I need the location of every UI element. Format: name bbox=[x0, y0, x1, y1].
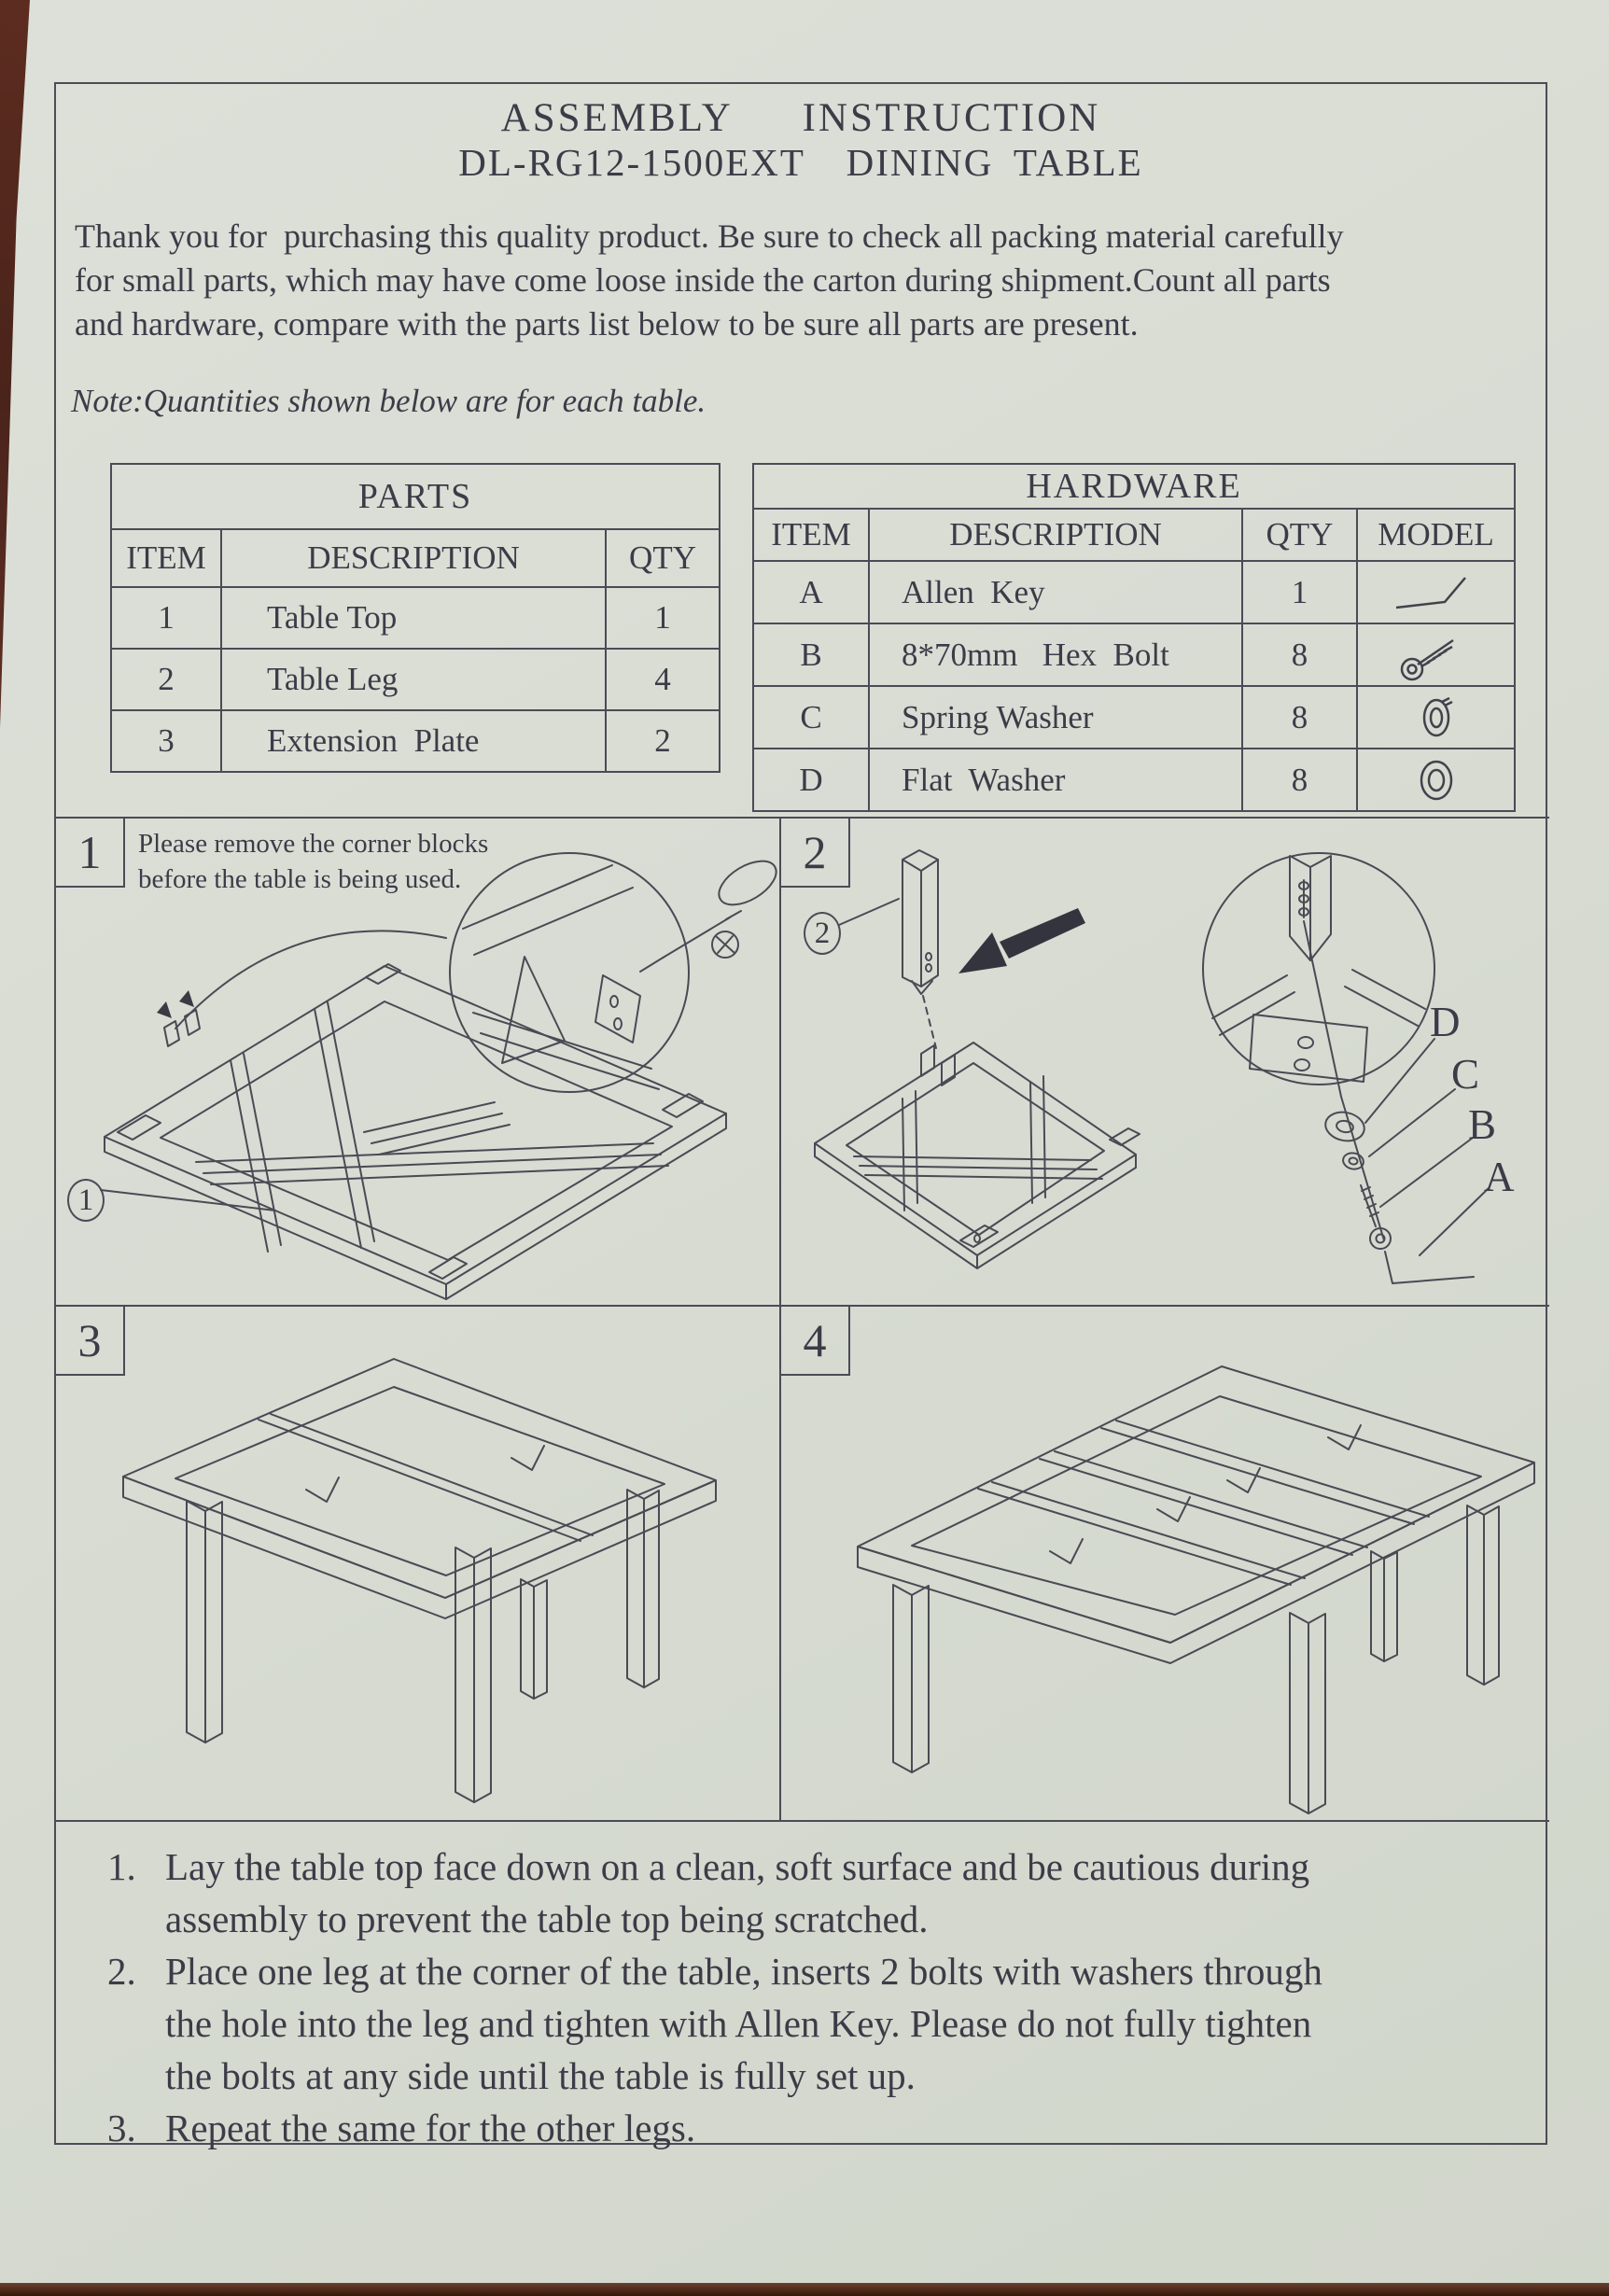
description-cell: Table Top bbox=[221, 587, 606, 649]
list-item-text: Place one leg at the corner of the table, inserts 2 bolts with washers through the hole into the leg and tighten with Allen Key. Please do not fully tighten the bolts at any side until the table is fully set up. bbox=[165, 1950, 1322, 2097]
table-row bbox=[111, 649, 720, 710]
hardware-label-b: B bbox=[1468, 1101, 1497, 1148]
column-header: QTY bbox=[606, 529, 720, 587]
item-cell: 2 bbox=[111, 649, 221, 710]
item-cell: C bbox=[753, 686, 869, 749]
table-row bbox=[753, 561, 1515, 623]
qty-cell: 4 bbox=[606, 649, 720, 710]
scan-edge-left bbox=[0, 0, 30, 728]
table-row bbox=[753, 686, 1515, 749]
model-cell bbox=[1357, 749, 1515, 811]
description-cell: Extension Plate bbox=[221, 710, 606, 772]
intro-line: for small parts, which may have come loose inside the carton during shipment.Count all parts bbox=[75, 261, 1331, 299]
step-2-panel bbox=[779, 817, 1549, 1305]
step-3-panel bbox=[56, 1305, 779, 1820]
step4-diagram bbox=[781, 1307, 1549, 1822]
item-cell: A bbox=[753, 561, 869, 623]
step-number: 4 bbox=[781, 1307, 850, 1376]
step-number: 3 bbox=[56, 1307, 125, 1376]
column-header: DESCRIPTION bbox=[869, 509, 1242, 561]
table-row bbox=[753, 464, 1515, 509]
assembly-instructions-list bbox=[56, 1820, 1549, 2149]
description-cell: 8*70mm Hex Bolt bbox=[869, 623, 1242, 686]
step2-diagram bbox=[781, 819, 1549, 1307]
step-1-panel bbox=[56, 817, 779, 1305]
hex-bolt-icon bbox=[1392, 627, 1481, 683]
list-item-number: 2. bbox=[107, 1950, 136, 1993]
table-row bbox=[111, 587, 720, 649]
column-header: MODEL bbox=[1357, 509, 1515, 561]
scan-edge-bottom bbox=[0, 2283, 1609, 2296]
column-header: ITEM bbox=[111, 529, 221, 587]
column-header: QTY bbox=[1242, 509, 1357, 561]
description-cell: Spring Washer bbox=[869, 686, 1242, 749]
table-row bbox=[753, 509, 1515, 561]
hardware-label-d: D bbox=[1430, 999, 1461, 1045]
model-cell bbox=[1357, 623, 1515, 686]
allen-key-icon bbox=[1385, 568, 1488, 617]
qty-cell: 8 bbox=[1242, 749, 1357, 811]
description-cell: Allen Key bbox=[869, 561, 1242, 623]
table-row bbox=[753, 749, 1515, 811]
hardware-table bbox=[752, 463, 1516, 812]
hardware-table-title: HARDWARE bbox=[753, 464, 1515, 509]
flat-washer-icon bbox=[1412, 753, 1461, 807]
callout-1: 1 bbox=[67, 1179, 105, 1222]
item-cell: D bbox=[753, 749, 869, 811]
model-cell bbox=[1357, 561, 1515, 623]
list-item-text: Repeat the same for the other legs. bbox=[165, 2107, 696, 2149]
column-header: ITEM bbox=[753, 509, 869, 561]
page-title: ASSEMBLY INSTRUCTION bbox=[500, 96, 1101, 140]
model-cell bbox=[1357, 686, 1515, 749]
parts-table bbox=[110, 463, 721, 773]
quantities-note: Note:Quantities shown below are for each table. bbox=[71, 383, 707, 419]
step-number: 1 bbox=[56, 819, 125, 888]
qty-cell: 2 bbox=[606, 710, 720, 772]
qty-cell: 8 bbox=[1242, 623, 1357, 686]
intro-paragraph bbox=[75, 215, 1344, 346]
qty-cell: 8 bbox=[1242, 686, 1357, 749]
step-number: 2 bbox=[781, 819, 850, 888]
spring-washer-icon bbox=[1414, 691, 1459, 745]
description-cell: Flat Washer bbox=[869, 749, 1242, 811]
hardware-label-c: C bbox=[1451, 1051, 1480, 1098]
step1-note: Please remove the corner blocks before the table is being used. bbox=[138, 829, 489, 894]
table-row bbox=[111, 710, 720, 772]
list-item-number: 1. bbox=[107, 1845, 136, 1888]
list-item bbox=[56, 1841, 1549, 1945]
column-header: DESCRIPTION bbox=[221, 529, 606, 587]
qty-cell: 1 bbox=[1242, 561, 1357, 623]
item-cell: 1 bbox=[111, 587, 221, 649]
list-item-number: 3. bbox=[107, 2107, 136, 2149]
intro-line: and hardware, compare with the parts list below to be sure all parts are present. bbox=[75, 305, 1139, 343]
step3-diagram bbox=[56, 1307, 779, 1822]
list-item bbox=[56, 1945, 1549, 2102]
step-4-panel bbox=[779, 1305, 1549, 1820]
table-row bbox=[111, 464, 720, 529]
intro-line: Thank you for purchasing this quality product. Be sure to check all packing material carefully bbox=[75, 217, 1344, 255]
callout-2: 2 bbox=[804, 912, 841, 955]
table-row bbox=[753, 623, 1515, 686]
qty-cell: 1 bbox=[606, 587, 720, 649]
page-frame bbox=[54, 82, 1547, 2149]
parts-table-title: PARTS bbox=[111, 464, 720, 529]
description-cell: Table Leg bbox=[221, 649, 606, 710]
item-cell: B bbox=[753, 623, 869, 686]
hardware-label-a: A bbox=[1484, 1154, 1515, 1200]
page-subtitle: DL-RG12-1500EXT DINING TABLE bbox=[458, 141, 1143, 184]
item-cell: 3 bbox=[111, 710, 221, 772]
list-item bbox=[56, 2102, 1549, 2154]
list-item-text: Lay the table top face down on a clean, soft surface and be cautious during assembly to prevent the table top being scratched. bbox=[165, 1845, 1310, 1940]
table-row bbox=[111, 529, 720, 587]
